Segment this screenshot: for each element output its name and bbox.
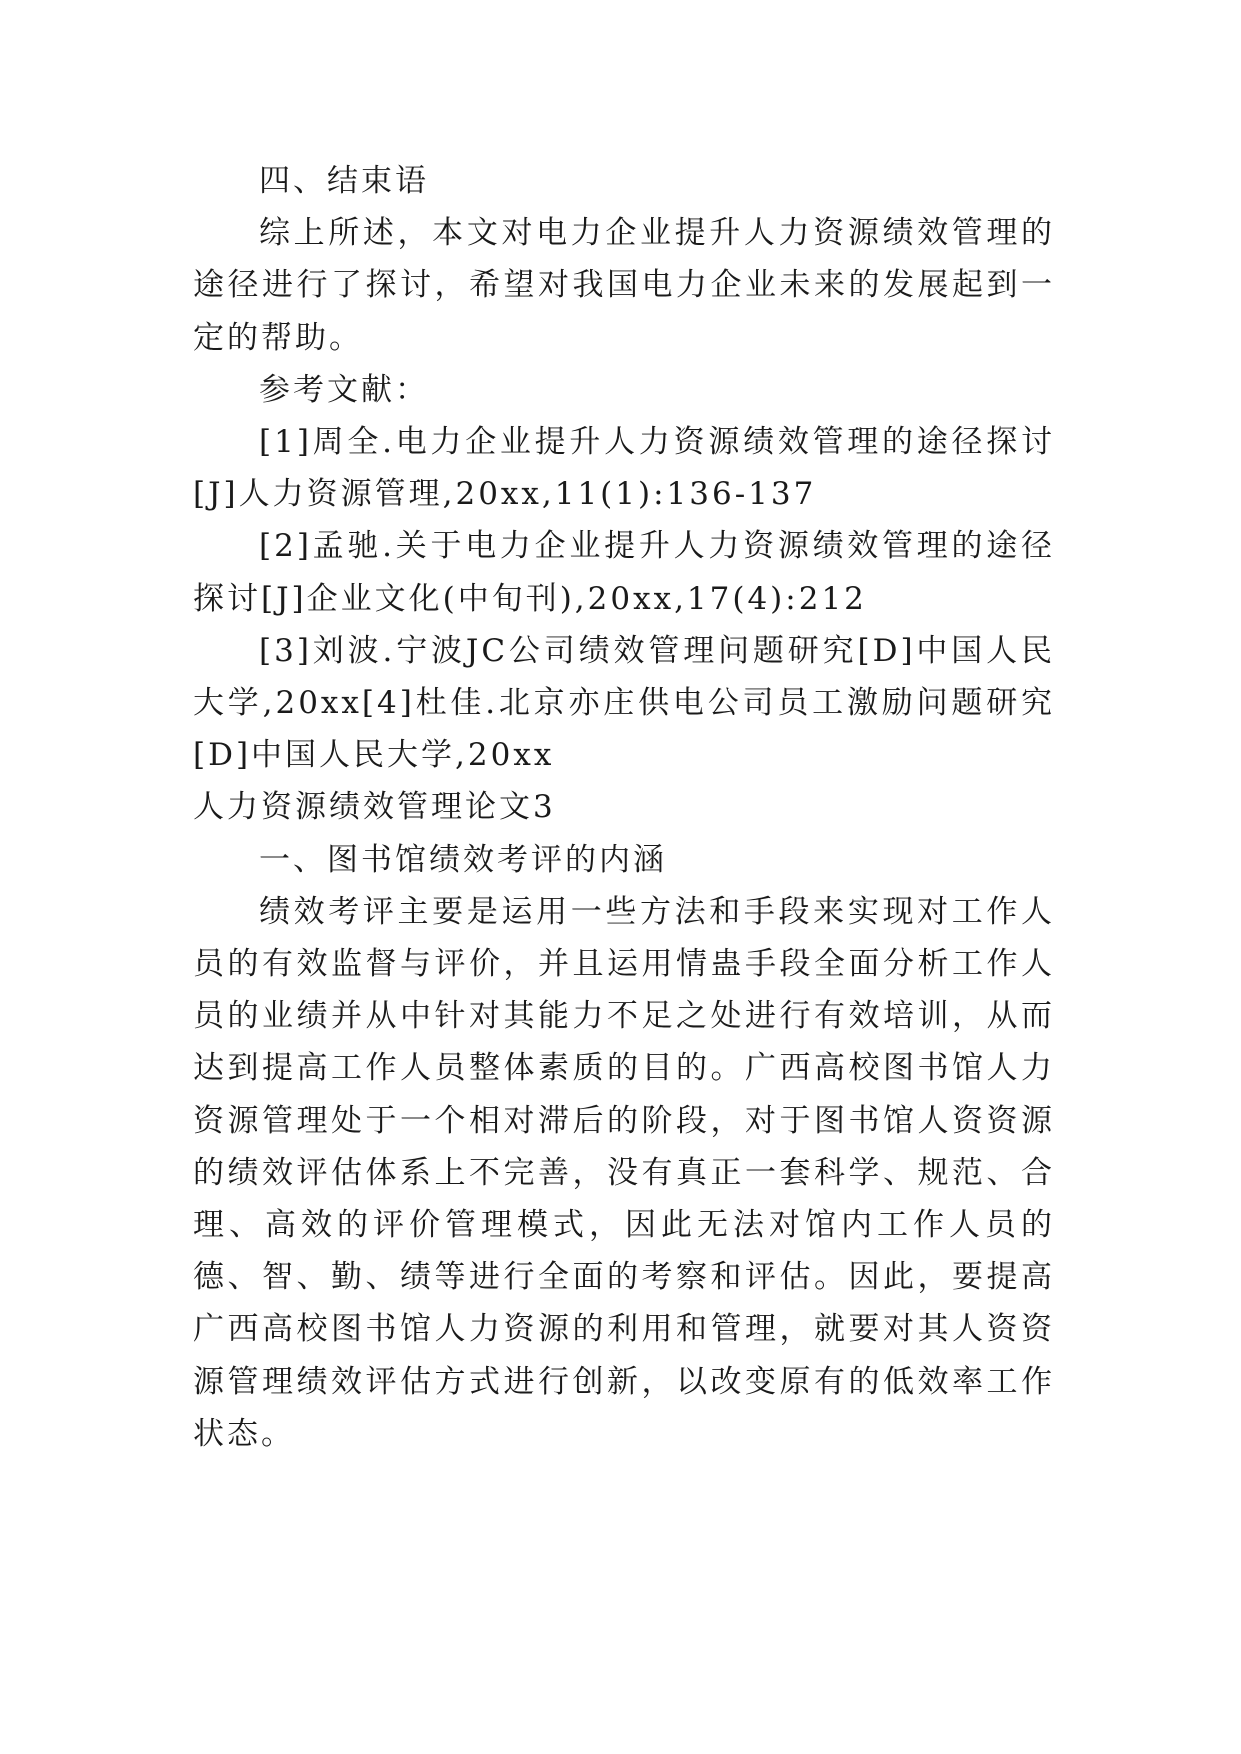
conclusion-paragraph: 综上所述，本文对电力企业提升人力资源绩效管理的途径进行了探讨，希望对我国电力企业未来的发展起到一定的帮助。 (193, 215, 1055, 356)
reference-item-1: [1]周全.电力企业提升人力资源绩效管理的途径探讨[J]人力资源管理,20xx,11(1):136-137 (193, 424, 1055, 513)
reference-item-3: [3]刘波.宁波JC公司绩效管理问题研究[D]中国人民大学,20xx[4]杜佳.北京亦庄供电公司员工激励问题研究[D]中国人民大学,20xx (193, 632, 1055, 774)
article-title: 人力资源绩效管理论文3 (193, 789, 556, 826)
body-paragraph: 绩效考评主要是运用一些方法和手段来实现对工作人员的有效监督与评价，并且运用情蛊手段全面分析工作人员的业绩并从中针对其能力不足之处进行有效培训，从而达到提高工作人员整体素质的目的。广西高校图书馆人力资源管理处于一个相对滞后的阶段，对于图书馆人资资源的绩效评估体系上不完善，没有真正一套科学、规范、合理、高效的评价管理模式，因此无法对馆内工作人员的德、智、勤、绩等进行全面的考察和评估。因此，要提高广西高校图书馆人力资源的利用和管理，就要对其人资资源管理绩效评估方式进行创新，以改变原有的低效率工作状态。 (193, 893, 1055, 1452)
document-body (193, 155, 1055, 1460)
reference-item-2: [2]孟驰.关于电力企业提升人力资源绩效管理的途径探讨[J]企业文化(中旬刊),20xx,17(4):212 (193, 528, 1055, 617)
subheading-library-evaluation: 一、图书馆绩效考评的内涵 (259, 841, 667, 878)
section-heading-conclusion: 四、结束语 (259, 163, 429, 199)
references-heading: 参考文献： (259, 371, 429, 408)
